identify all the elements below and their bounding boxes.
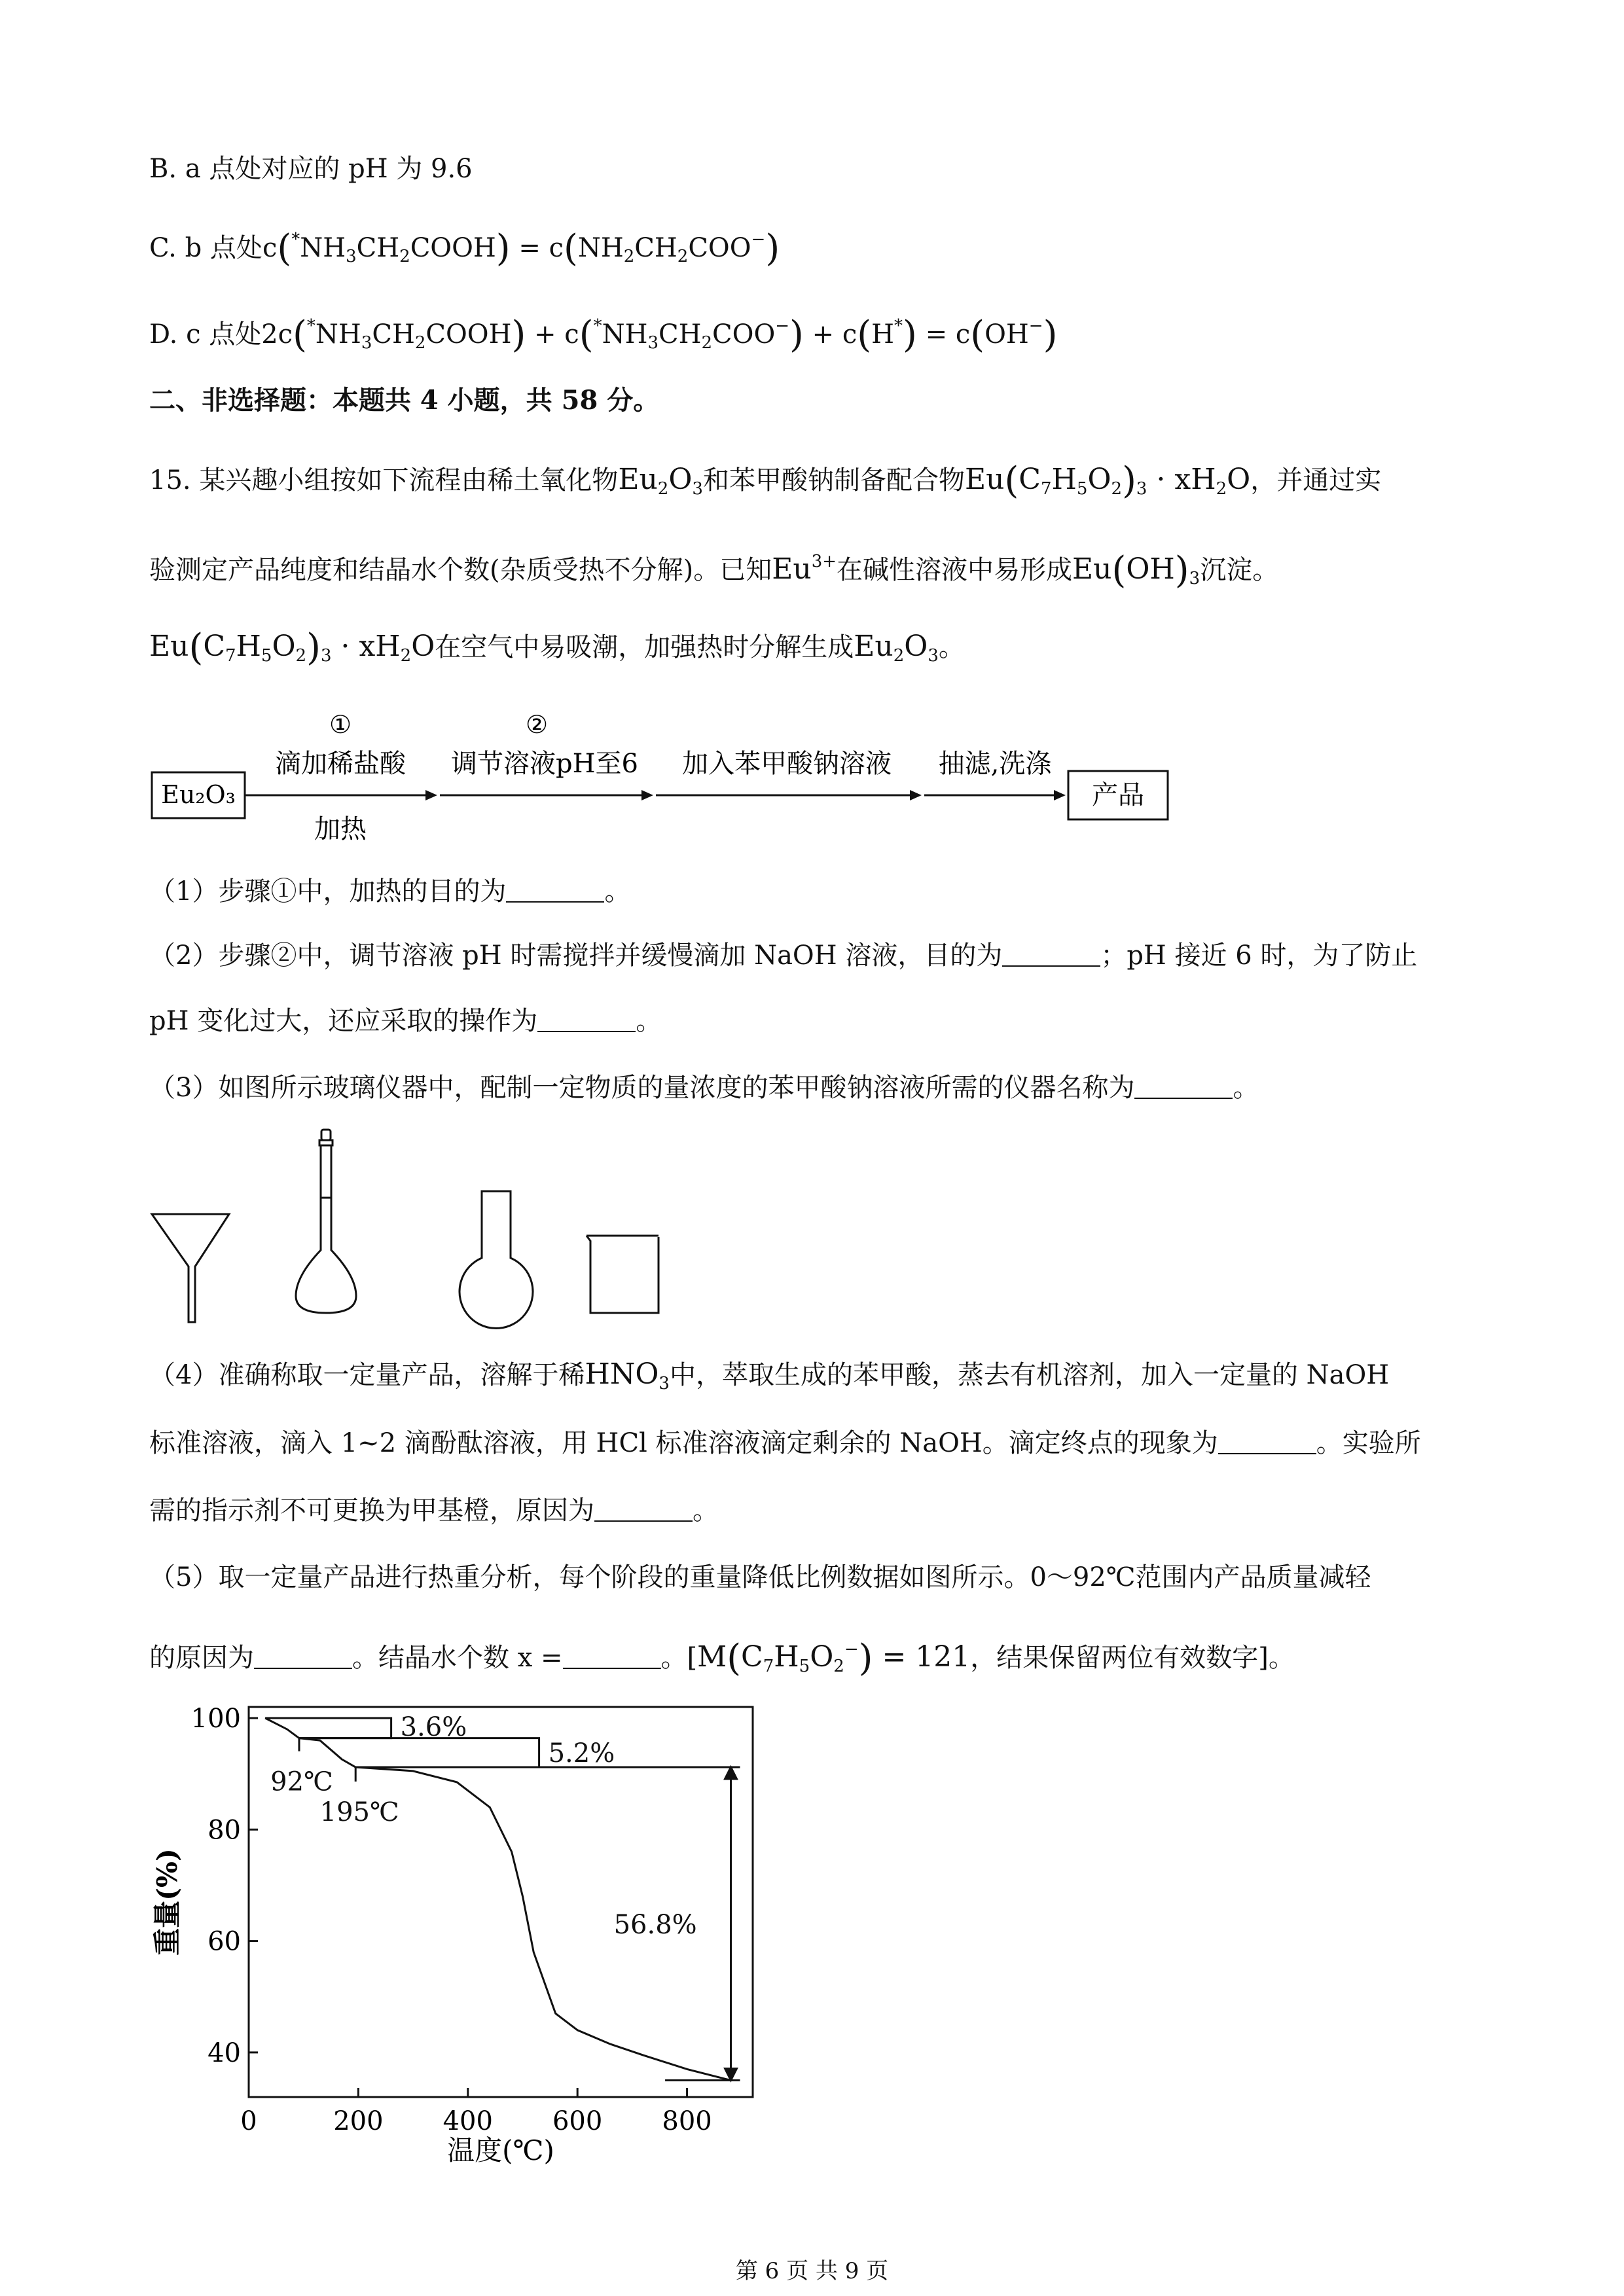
q5b-end: ，结果保留两位有效数字]。 bbox=[970, 1643, 1295, 1673]
q2c-text: pH 变化过大，还应采取的操作为 bbox=[149, 1006, 538, 1036]
x-tick-label: 200 bbox=[333, 2106, 384, 2136]
flow-arrowhead-3 bbox=[910, 790, 922, 800]
q4d-end: 。 bbox=[693, 1496, 719, 1526]
q4b-text: 中，萃取生成的苯甲酸，蒸去有机溶剂，加入一定量的 NaOH bbox=[669, 1360, 1390, 1390]
flow-step1-top: 滴加稀盐酸 bbox=[275, 749, 406, 779]
flow-step1-bottom: 加热 bbox=[314, 814, 367, 844]
q2b-text: ；pH 接近 6 时，为了防止 bbox=[1100, 941, 1418, 971]
flow-arrowhead-4 bbox=[1054, 790, 1066, 800]
answer-blank[interactable] bbox=[1218, 1429, 1316, 1454]
q3-end: 。 bbox=[1233, 1073, 1259, 1103]
flow-step4-top: 抽滤,洗涤 bbox=[938, 749, 1052, 779]
answer-blank[interactable] bbox=[563, 1644, 661, 1669]
q4a-text: （4）准确称取一定量产品，溶解于稀 bbox=[149, 1360, 585, 1390]
q5b-text: 的原因为 bbox=[149, 1643, 254, 1673]
q15-intro-3a: 在空气中易吸潮，加强热时分解生成 bbox=[435, 632, 854, 662]
q4d-text: 需的指示剂不可更换为甲基橙，原因为 bbox=[149, 1496, 594, 1526]
y-tick-label: 80 bbox=[208, 1815, 241, 1846]
answer-blank[interactable] bbox=[1002, 942, 1100, 967]
option-d bbox=[149, 306, 1057, 363]
option-b: B. a 点处对应的 pH 为 9.6 bbox=[149, 154, 473, 184]
beaker-icon bbox=[586, 1236, 659, 1313]
section-heading: 二、非选择题：本题共 4 小题，共 58 分。 bbox=[149, 385, 660, 416]
chart-xlabel: 温度(℃) bbox=[447, 2134, 554, 2166]
flow-step1-num: ① bbox=[329, 710, 352, 739]
y-tick-label: 60 bbox=[208, 1926, 241, 1957]
q4c-text: 标准溶液，滴入 1~2 滴酚酞溶液，用 HCl 标准溶液滴定剩余的 NaOH。滴定终点的现象为 bbox=[149, 1428, 1218, 1458]
q4-line2 bbox=[149, 1424, 1421, 1463]
q5-line1 bbox=[149, 1558, 1371, 1597]
q15-intro-line2: 验测定产品纯度和结晶水个数(杂质受热不分解)。已知$Eu^{3+}$在碱性溶液中易形成$Eu(OH)_3$沉淀。 bbox=[149, 549, 1279, 592]
flow-start-label: Eu₂O₃ bbox=[161, 780, 236, 809]
funnel-icon bbox=[152, 1214, 229, 1322]
glassware-figure bbox=[144, 1119, 864, 1335]
annotation-label-92: 92℃ bbox=[270, 1767, 333, 1797]
answer-blank[interactable] bbox=[254, 1644, 352, 1669]
q1-end: 。 bbox=[604, 876, 631, 906]
answer-blank[interactable] bbox=[594, 1497, 693, 1522]
option-c bbox=[149, 220, 780, 276]
option-c-prefix: C. b 点处 bbox=[149, 233, 262, 263]
chart-frame bbox=[249, 1707, 753, 2097]
q15-intro-2b: 在碱性溶液中易形成 bbox=[837, 555, 1073, 585]
q15-intro-line1: 15. 某兴趣小组按如下流程由稀土氧化物$Eu_2O_3$和苯甲酸钠制备配合物$Eu(C_7H_5O_2)_3 \cdot xH_2O$，并通过实 bbox=[149, 459, 1382, 502]
annotation-label-56-8: 56.8% bbox=[613, 1910, 697, 1941]
x-tick-label: 800 bbox=[662, 2106, 712, 2136]
q15-intro-2a: 验测定产品纯度和结晶水个数(杂质受热不分解)。已知 bbox=[149, 555, 772, 585]
y-tick-label: 100 bbox=[190, 1704, 241, 1734]
annotation-label-3-6: 3.6% bbox=[400, 1712, 467, 1742]
option-c-formula: $c(^*NH_3CH_2COOH) = c(NH_2CH_2COO^-)$ bbox=[262, 227, 780, 270]
tg-chart bbox=[137, 1702, 766, 2199]
q15-intro-1b: 和苯甲酸钠制备配合物 bbox=[702, 465, 965, 495]
q5b-mid2: 。[ bbox=[660, 1643, 698, 1673]
flow-step3-top: 加入苯甲酸钠溶液 bbox=[682, 749, 892, 779]
q15-intro-3b: 。 bbox=[938, 632, 965, 662]
q15-intro-1a: 15. 某兴趣小组按如下流程由稀土氧化物 bbox=[149, 465, 619, 495]
chart-ylabel: 重量(%) bbox=[151, 1848, 183, 1956]
q15-intro-line3: $Eu(C_7H_5O_2)_3 \cdot xH_2O$在空气中易吸潮，加强热时分解生成$Eu_2O_3$。 bbox=[149, 626, 965, 669]
tg-curve bbox=[265, 1718, 731, 2081]
option-d-formula: $2c(^*NH_3CH_2COOH) + c(^*NH_3CH_2COO^-) + c(H^*) = c(OH^-)$ bbox=[261, 314, 1058, 356]
q3 bbox=[149, 1068, 1259, 1107]
q5b-mid: 。结晶水个数 x = bbox=[352, 1643, 563, 1673]
flow-step2-num: ② bbox=[525, 710, 549, 739]
answer-blank[interactable] bbox=[537, 1007, 636, 1032]
y-tick-label: 40 bbox=[208, 2037, 241, 2068]
flow-arrowhead-1 bbox=[425, 790, 437, 800]
q2a-text: （2）步骤②中，调节溶液 pH 时需搅拌并缓慢滴加 NaOH 溶液，目的为 bbox=[149, 941, 1003, 971]
volumetric-flask-icon bbox=[296, 1130, 356, 1313]
q2-line1 bbox=[149, 936, 1417, 975]
round-flask-icon bbox=[460, 1191, 533, 1328]
flow-arrowhead-2 bbox=[641, 790, 653, 800]
q4c-end: 。实验所 bbox=[1316, 1428, 1421, 1458]
q2c-end: 。 bbox=[636, 1006, 662, 1036]
q2-line2 bbox=[149, 1001, 662, 1041]
q5-line2: 的原因为 。结晶水个数 x = 。[$M(C_7H_5O_2^-) = 121$，结果保留两位有效数字]。 bbox=[149, 1637, 1295, 1679]
q15-intro-2c: 沉淀。 bbox=[1200, 555, 1279, 585]
flow-diagram bbox=[144, 707, 1191, 851]
q4-line1: （4）准确称取一定量产品，溶解于稀$HNO_3$中，萃取生成的苯甲酸，蒸去有机溶剂，加入一定量的 NaOH bbox=[149, 1357, 1390, 1393]
x-tick-label: 0 bbox=[240, 2106, 257, 2136]
annotation-arrow-up bbox=[725, 1767, 737, 1779]
option-d-prefix: D. c 点处 bbox=[149, 319, 262, 350]
annotation-label-195: 195℃ bbox=[319, 1797, 399, 1827]
flow-step2-top: 调节溶液pH至6 bbox=[451, 749, 638, 779]
q1-text: （1）步骤①中，加热的目的为 bbox=[149, 876, 507, 906]
x-tick-label: 400 bbox=[442, 2106, 493, 2136]
q3-text: （3）如图所示玻璃仪器中，配制一定物质的量浓度的苯甲酸钠溶液所需的仪器名称为 bbox=[149, 1073, 1135, 1103]
q1 bbox=[149, 872, 630, 911]
page-footer: 第 6 页 共 9 页 bbox=[735, 2258, 889, 2284]
answer-blank[interactable] bbox=[506, 878, 604, 903]
annotation-label-5-2: 5.2% bbox=[548, 1738, 615, 1768]
q15-intro-1c: ，并通过实 bbox=[1250, 465, 1382, 495]
flow-end-label: 产品 bbox=[1092, 780, 1144, 810]
x-tick-label: 600 bbox=[552, 2106, 603, 2136]
q5a-text: （5）取一定量产品进行热重分析，每个阶段的重量降低比例数据如图所示。0～92℃范围内产品质量减轻 bbox=[149, 1562, 1371, 1592]
q4-line3 bbox=[149, 1491, 719, 1530]
answer-blank[interactable] bbox=[1134, 1074, 1233, 1099]
